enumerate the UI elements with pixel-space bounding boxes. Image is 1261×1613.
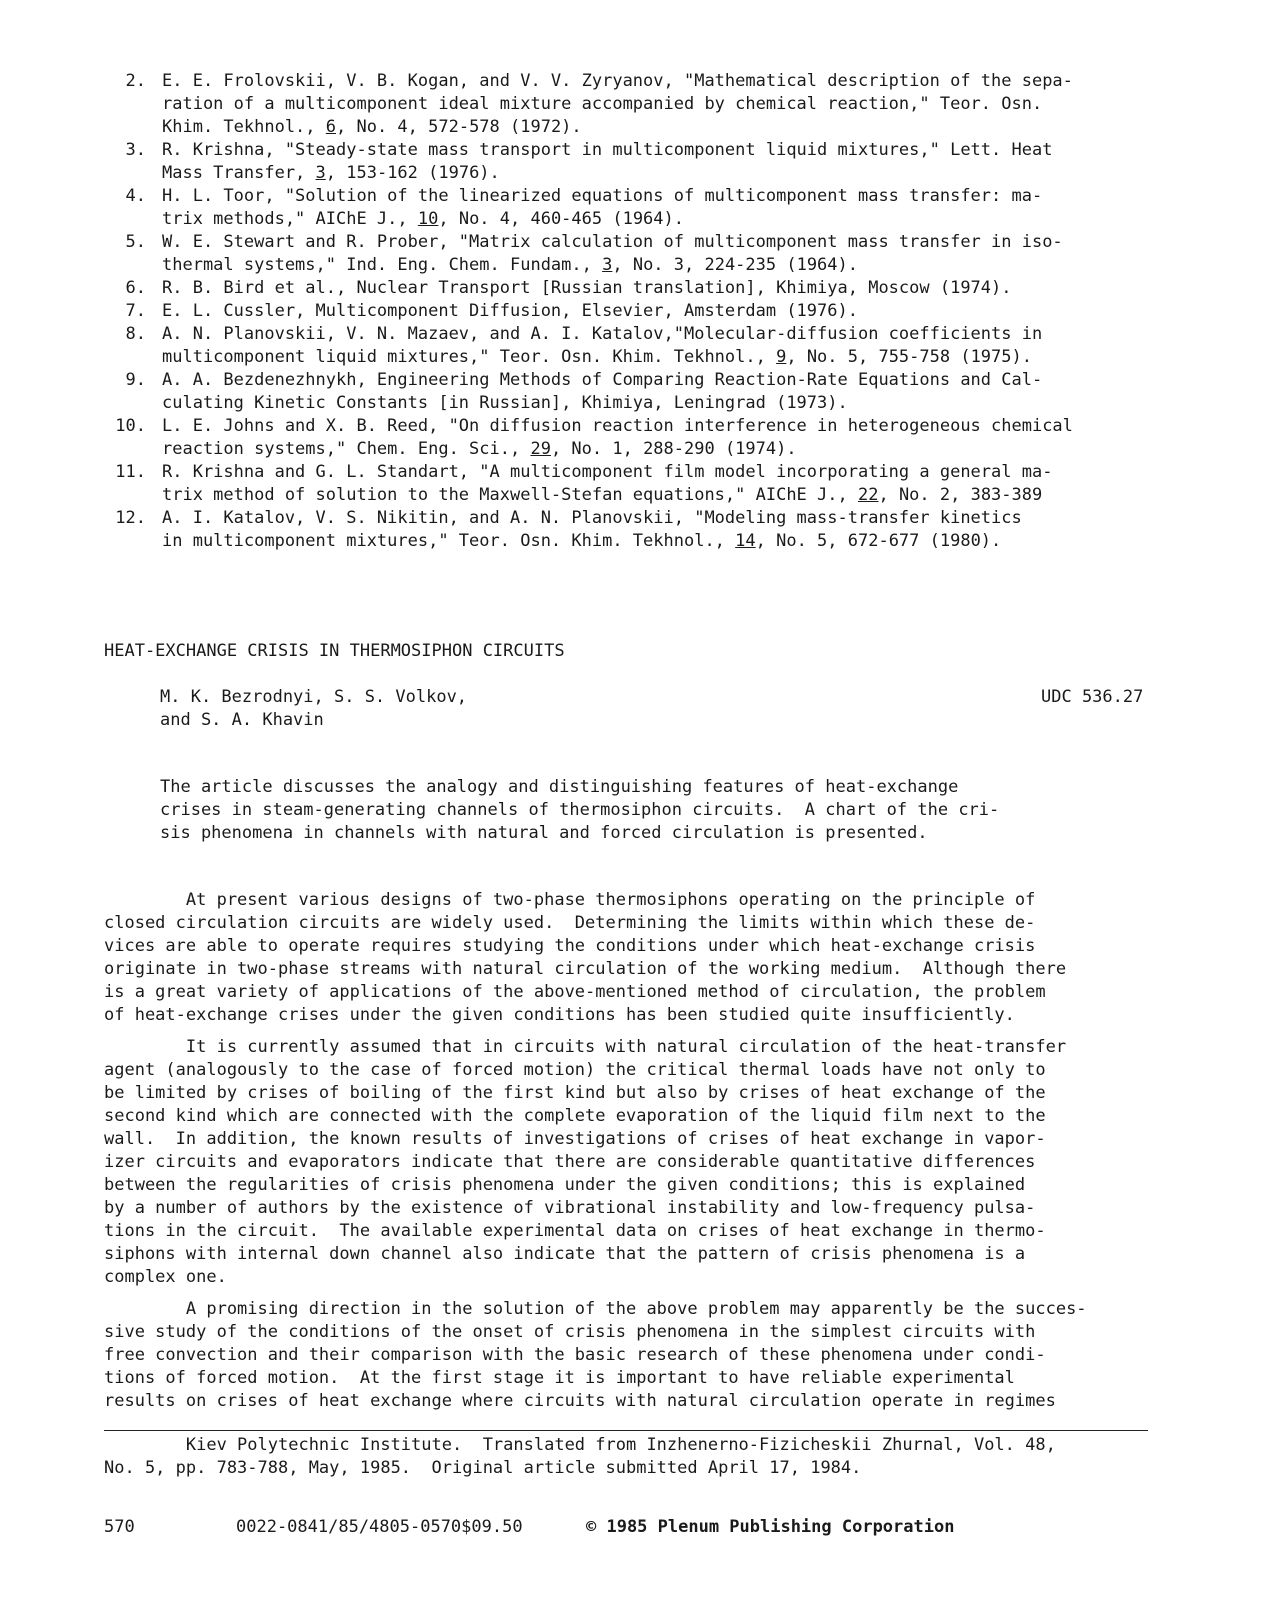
reference-number: 7. (125, 301, 146, 321)
reference-text: trix methods," AIChE J., (162, 209, 418, 229)
reference-line (162, 369, 1073, 392)
body-line: complex one. (104, 1267, 227, 1287)
reference-line (162, 415, 1073, 438)
volume-number: 29 (530, 439, 551, 459)
udc-code: UDC 536.27 (1041, 687, 1144, 707)
body-line: vices are able to operate requires studying the conditions under which heat-exchange crisis (104, 936, 1036, 956)
reference-line (162, 254, 1073, 277)
reference-number: 5. (125, 232, 146, 252)
article-title: HEAT-EXCHANGE CRISIS IN THERMOSIPHON CIRCUITS (104, 641, 565, 661)
reference-text: , No. 4, 572-578 (1972). (336, 117, 582, 137)
reference-line (162, 530, 1073, 553)
reference-text: ration of a multicomponent ideal mixture accompanied by chemical reaction," Teor. Osn. (162, 94, 1043, 114)
reference-line (162, 461, 1073, 484)
reference-line (162, 162, 1073, 185)
body-paragraph (104, 1298, 1087, 1413)
reference-item (106, 300, 1073, 323)
footnote-line: Kiev Polytechnic Institute. Translated from Inzhenerno-Fizicheskii Zhurnal, Vol. 48, (104, 1435, 1056, 1455)
body-line: free convection and their comparison with the basic research of these phenomena under condi- (104, 1345, 1046, 1365)
article-code: 0022-0841/85/4805-0570$09.50 (236, 1517, 523, 1537)
body-line: At present various designs of two-phase thermosiphons operating on the principle of (104, 890, 1036, 910)
reference-number: 3. (125, 140, 146, 160)
reference-line (162, 438, 1073, 461)
copyright: © 1985 Plenum Publishing Corporation (586, 1517, 955, 1537)
reference-number: 8. (125, 324, 146, 344)
page-number: 570 (104, 1517, 135, 1537)
reference-line (162, 70, 1073, 93)
reference-text: , No. 2, 383-389 (878, 485, 1043, 505)
reference-number: 4. (125, 186, 146, 206)
body-line: tions of forced motion. At the first stage it is important to have reliable experimental (104, 1368, 1015, 1388)
author-list (160, 686, 467, 732)
body-paragraph (104, 889, 1087, 1027)
reference-item (106, 139, 1073, 185)
article-body (104, 889, 1087, 1422)
body-line: by a number of authors by the existence of vibrational instability and low-frequency pulsa- (104, 1198, 1036, 1218)
reference-line (162, 208, 1073, 231)
reference-line (162, 346, 1073, 369)
reference-number: 9. (125, 370, 146, 390)
author-line: and S. A. Khavin (160, 710, 324, 730)
volume-number: 6 (325, 117, 337, 137)
footnote-line: No. 5, pp. 783-788, May, 1985. Original article submitted April 17, 1984. (104, 1458, 862, 1478)
volume-number: 22 (857, 485, 879, 505)
reference-number: 10. (115, 416, 146, 436)
abstract-line: sis phenomena in channels with natural and forced circulation is presented. (160, 823, 928, 843)
reference-line (162, 116, 1073, 139)
reference-text: culating Kinetic Constants [in Russian], Khimiya, Leningrad (1973). (162, 393, 848, 413)
reference-item (106, 277, 1073, 300)
reference-line (162, 323, 1073, 346)
reference-text: Mass Transfer, (162, 163, 316, 183)
body-paragraph (104, 1036, 1087, 1289)
reference-line (162, 392, 1073, 415)
reference-line (162, 93, 1073, 116)
reference-text: R. B. Bird et al., Nuclear Transport [Russian translation], Khimiya, Moscow (1974). (162, 278, 1012, 298)
reference-text: reaction systems," Chem. Eng. Sci., (162, 439, 531, 459)
body-line: wall. In addition, the known results of investigations of crises of heat exchange in vapor- (104, 1129, 1046, 1149)
reference-text: Khim. Tekhnol., (162, 117, 326, 137)
reference-text: , No. 5, 755-758 (1975). (786, 347, 1032, 367)
reference-text: E. E. Frolovskii, V. B. Kogan, and V. V. Zyryanov, "Mathematical description of the sepa- (162, 71, 1073, 91)
reference-number: 12. (115, 508, 146, 528)
reference-text: , No. 4, 460-465 (1964). (438, 209, 684, 229)
volume-number: 10 (417, 209, 439, 229)
reference-text: W. E. Stewart and R. Prober, "Matrix calculation of multicomponent mass transfer in iso- (162, 232, 1063, 252)
author-line: M. K. Bezrodnyi, S. S. Volkov, (160, 687, 468, 707)
reference-text: H. L. Toor, "Solution of the linearized equations of multicomponent mass transfer: ma- (162, 186, 1043, 206)
reference-text: in multicomponent mixtures," Teor. Osn. Khim. Tekhnol., (162, 531, 736, 551)
body-line: of heat-exchange crises under the given conditions has been studied quite insufficiently. (104, 1005, 1015, 1025)
reference-item (106, 231, 1073, 277)
reference-text: trix method of solution to the Maxwell-Stefan equations," AIChE J., (162, 485, 858, 505)
reference-item (106, 323, 1073, 369)
reference-text: , 153-162 (1976). (325, 163, 500, 183)
reference-text: R. Krishna and G. L. Standart, "A multicomponent film model incorporating a general ma- (162, 462, 1053, 482)
body-line: tions in the circuit. The available experimental data on crises of heat exchange in thermo- (104, 1221, 1046, 1241)
reference-line (162, 231, 1073, 254)
reference-text: , No. 5, 672-677 (1980). (755, 531, 1002, 551)
reference-text: A. A. Bezdenezhnykh, Engineering Methods of Comparing Reaction-Rate Equations and Cal- (162, 370, 1043, 390)
body-line: is a great variety of applications of the above-mentioned method of circulation, the problem (104, 982, 1046, 1002)
footnote-rule (104, 1430, 1148, 1431)
reference-item (106, 369, 1073, 415)
reference-number: 11. (115, 462, 146, 482)
reference-item (106, 461, 1073, 507)
abstract-line: crises in steam-generating channels of thermosiphon circuits. A chart of the cri- (160, 800, 1000, 820)
body-line: between the regularities of crisis phenomena under the given conditions; this is explained (104, 1175, 1026, 1195)
body-line: agent (analogously to the case of forced motion) the critical thermal loads have not only to (104, 1060, 1046, 1080)
volume-number: 9 (776, 347, 787, 367)
reference-line (162, 277, 1073, 300)
footnote (104, 1434, 1056, 1480)
reference-text: thermal systems," Ind. Eng. Chem. Fundam., (162, 255, 603, 275)
body-line: sive study of the conditions of the onset of crisis phenomena in the simplest circuits with (104, 1322, 1036, 1342)
reference-item (106, 185, 1073, 231)
reference-text: , No. 1, 288-290 (1974). (550, 439, 797, 459)
body-line: results on crises of heat exchange where circuits with natural circulation operate in regimes (104, 1391, 1056, 1411)
reference-text: A. I. Katalov, V. S. Nikitin, and A. N. Planovskii, "Modeling mass-transfer kinetics (162, 508, 1022, 528)
abstract-line: The article discusses the analogy and distinguishing features of heat-exchange (160, 777, 959, 797)
body-line: A promising direction in the solution of the above problem may apparently be the succes- (104, 1299, 1087, 1319)
body-line: It is currently assumed that in circuits with natural circulation of the heat-transfer (104, 1037, 1067, 1057)
body-line: closed circulation circuits are widely used. Determining the limits within which these de- (104, 913, 1036, 933)
reference-text: E. L. Cussler, Multicomponent Diffusion, Elsevier, Amsterdam (1976). (162, 301, 858, 321)
reference-list (106, 70, 1073, 553)
volume-number: 14 (735, 531, 756, 551)
reference-number: 2. (125, 71, 146, 91)
reference-text: A. N. Planovskii, V. N. Mazaev, and A. I. Katalov,"Molecular-diffusion coefficients in (162, 324, 1043, 344)
reference-text: L. E. Johns and X. B. Reed, "On diffusion reaction interference in heterogeneous chemical (162, 416, 1073, 436)
reference-item (106, 70, 1073, 139)
reference-line (162, 300, 1073, 323)
abstract (160, 776, 999, 845)
reference-number: 6. (125, 278, 146, 298)
reference-text: , No. 3, 224-235 (1964). (612, 255, 858, 275)
body-line: second kind which are connected with the complete evaporation of the liquid film next to the (104, 1106, 1046, 1126)
body-line: siphons with internal down channel also indicate that the pattern of crisis phenomena is a (104, 1244, 1026, 1264)
reference-item (106, 415, 1073, 461)
reference-line (162, 507, 1073, 530)
reference-line (162, 139, 1073, 162)
reference-text: multicomponent liquid mixtures," Teor. Osn. Khim. Tekhnol., (162, 347, 777, 367)
reference-line (162, 185, 1073, 208)
body-line: izer circuits and evaporators indicate that there are considerable quantitative differences (104, 1152, 1036, 1172)
body-line: be limited by crises of boiling of the first kind but also by crises of heat exchange of the (104, 1083, 1046, 1103)
reference-line (162, 484, 1073, 507)
reference-item (106, 507, 1073, 553)
volume-number: 3 (315, 163, 326, 183)
body-line: originate in two-phase streams with natural circulation of the working medium. Although there (104, 959, 1067, 979)
reference-text: R. Krishna, "Steady-state mass transport in multicomponent liquid mixtures," Lett. Heat (162, 140, 1053, 160)
volume-number: 3 (602, 255, 613, 275)
